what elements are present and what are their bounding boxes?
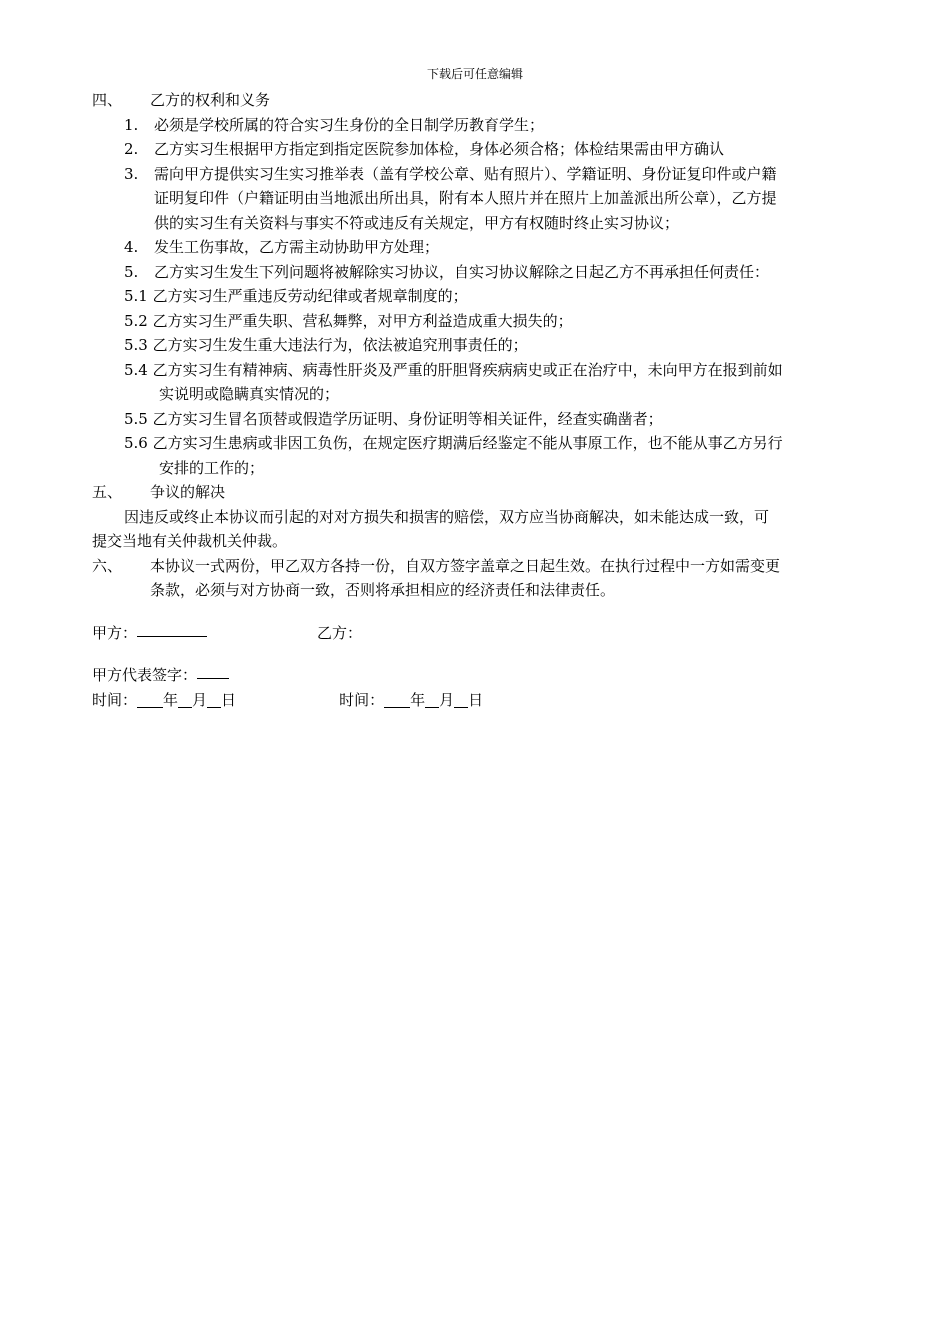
list-item — [92, 113, 860, 138]
date-b — [339, 688, 483, 713]
list-item — [92, 162, 860, 187]
item-number: 5. — [124, 262, 139, 281]
month-blank — [178, 692, 192, 708]
section-text: 本协议一式两份，甲乙双方各持一份，自双方签字盖章之日起生效。在执行过程中一方如需变更 — [150, 556, 781, 575]
page-header: 下载后可任意编辑 — [426, 67, 523, 81]
day-label: 日 — [221, 690, 237, 709]
item-number: 3. — [124, 164, 139, 183]
section-6-line — [92, 554, 860, 579]
sub-item: 5.4 乙方实习生有精神病、病毒性肝炎及严重的肝胆肾疾病病史或正在治疗中，未向甲方在报到前如 — [124, 360, 783, 379]
time-label: 时间： — [339, 690, 385, 709]
item-text: 发生工伤事故，乙方需主动协助甲方处理； — [154, 238, 440, 256]
month-label: 月 — [439, 690, 455, 709]
section-number: 四、 — [92, 91, 123, 109]
item-text: 乙方实习生根据甲方指定到指定医院参加体检，身体必须合格；体检结果需由甲方确认 — [154, 140, 725, 158]
sub-item: 5.6 乙方实习生患病或非因工负伤，在规定医疗期满后经鉴定不能从事原工作，也不能从事乙方另行 — [124, 434, 783, 452]
item-continuation: 证明复印件（户籍证明由当地派出所出具，附有本人照片并在照片上加盖派出所公章），乙方提 — [154, 189, 777, 207]
day-label: 日 — [468, 690, 484, 709]
list-item — [92, 137, 860, 162]
month-blank — [425, 692, 439, 708]
party-a-blank — [137, 621, 207, 637]
rep-signature-row — [92, 663, 860, 688]
item-number: 1. — [124, 115, 139, 134]
list-item — [92, 260, 860, 285]
day-blank — [454, 692, 468, 708]
party-signature-row — [92, 621, 860, 646]
item-continuation: 供的实习生有关资料与事实不符或违反有关规定，甲方有权随时终止实习协议； — [154, 213, 680, 232]
party-b-label: 乙方： — [317, 623, 363, 642]
year-blank — [384, 692, 410, 708]
sub-item: 5.1 乙方实习生严重违反劳动纪律或者规章制度的； — [124, 287, 468, 305]
item-text: 乙方实习生发生下列问题将被解除实习协议，自实习协议解除之日起乙方不再承担任何责任： — [154, 262, 770, 281]
year-label: 年 — [410, 690, 426, 709]
sub-item: 5.3 乙方实习生发生重大违法行为，依法被追究刑事责任的； — [124, 336, 528, 354]
section-text-continuation: 条款，必须与对方协商一致，否则将承担相应的经济责任和法律责任。 — [150, 581, 616, 599]
item-text: 需向甲方提供实习生实习推举表（盖有学校公章、贴有照片）、学籍证明、身份证复印件或户籍 — [154, 164, 777, 183]
section-5-heading — [92, 480, 860, 505]
sub-item: 5.2 乙方实习生严重失职、营私舞弊，对甲方利益造成重大损失的； — [124, 311, 573, 330]
rep-sign-label: 甲方代表签字： — [92, 666, 198, 684]
sub-item-continuation: 实说明或隐瞒真实情况的； — [159, 385, 340, 403]
year-label: 年 — [163, 690, 179, 709]
sub-item: 5.5 乙方实习生冒名顶替或假造学历证明、身份证明等相关证件，经查实确凿者； — [124, 409, 663, 428]
year-blank — [137, 692, 163, 708]
section-number: 六、 — [92, 556, 123, 575]
paragraph: 因违反或终止本协议而引起的对对方损失和损害的赔偿，双方应当协商解决，如未能达成一致，可 — [124, 507, 770, 526]
list-item — [92, 235, 860, 260]
paragraph-continuation: 提交当地有关仲裁机关仲裁。 — [92, 532, 288, 550]
date-a — [92, 688, 236, 713]
document-body — [92, 88, 860, 712]
date-row — [92, 688, 860, 713]
party-a-label: 甲方： — [92, 623, 138, 642]
day-blank — [207, 692, 221, 708]
month-label: 月 — [192, 690, 208, 709]
section-title: 争议的解决 — [150, 483, 226, 501]
item-number: 4. — [124, 238, 139, 256]
time-label: 时间： — [92, 690, 138, 709]
item-number: 2. — [124, 140, 139, 158]
section-number: 五、 — [92, 483, 123, 501]
section-4-heading — [92, 88, 860, 113]
item-text: 必须是学校所属的符合实习生身份的全日制学历教育学生； — [154, 115, 545, 134]
rep-sign-blank — [197, 663, 229, 679]
section-title: 乙方的权利和义务 — [150, 91, 271, 109]
sub-item-continuation: 安排的工作的； — [159, 458, 265, 477]
